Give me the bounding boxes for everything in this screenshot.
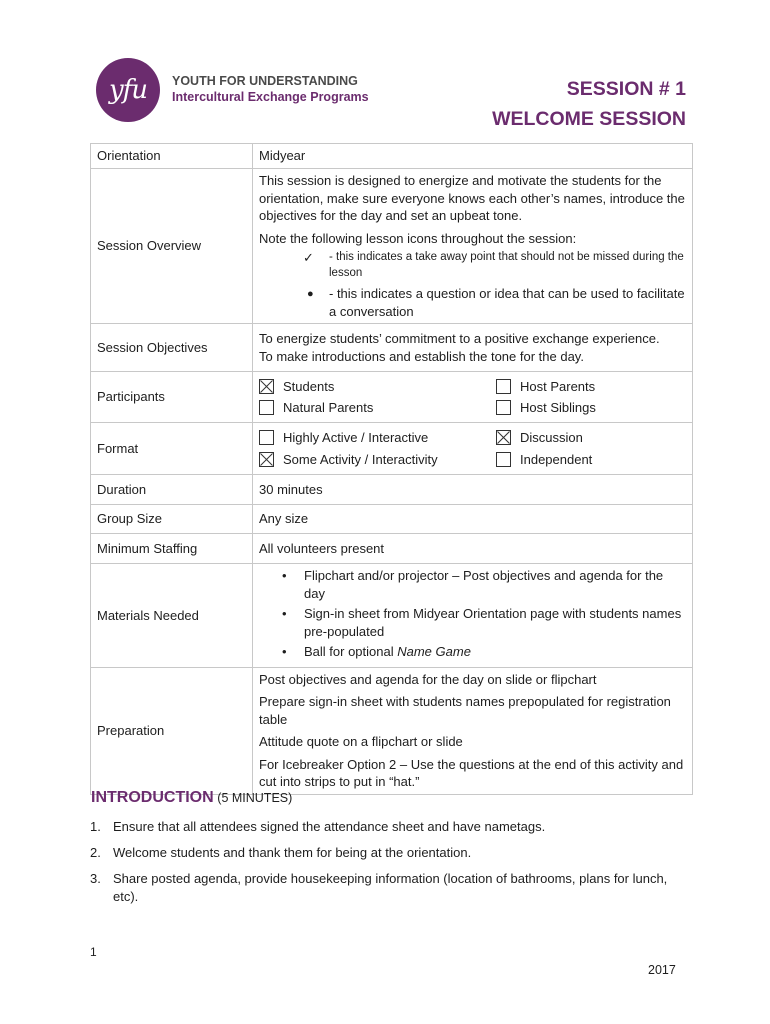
title-session-name: WELCOME SESSION bbox=[492, 108, 686, 130]
checkbox-label: Host Parents bbox=[520, 378, 596, 394]
list-item bbox=[90, 870, 690, 906]
label-session-overview: Session Overview bbox=[91, 169, 253, 324]
checkbox-label: Natural Parents bbox=[283, 400, 374, 415]
preparation-line: Post objectives and agenda for the day on slide or flipchart bbox=[259, 671, 597, 687]
row-duration bbox=[91, 475, 693, 505]
name-game-title: Name Game bbox=[397, 644, 471, 659]
label-minimum-staffing: Minimum Staffing bbox=[91, 534, 253, 564]
label-materials-needed: Materials Needed bbox=[91, 564, 253, 668]
yfu-logo-mark: yfu bbox=[96, 58, 160, 122]
checkbox-label: Students bbox=[283, 378, 335, 394]
preparation-line: For Icebreaker Option 2 – Use the questions at the end of this activity and cut into strips to put in “hat.” bbox=[259, 756, 684, 789]
value-group-size: Any size bbox=[253, 505, 693, 534]
step-text: Ensure that all attendees signed the attendance sheet and have nametags. bbox=[113, 819, 546, 834]
introduction-title: INTRODUCTION bbox=[91, 789, 214, 806]
step-number: 3. bbox=[90, 871, 101, 886]
checkbox-empty-icon bbox=[496, 400, 511, 415]
page-number: 1 bbox=[90, 945, 97, 959]
list-item bbox=[90, 818, 690, 836]
row-participants bbox=[91, 372, 693, 423]
footer-year: 2017 bbox=[648, 963, 676, 977]
row-orientation bbox=[91, 144, 693, 169]
checkbox-label: Highly Active / Interactive bbox=[283, 430, 429, 445]
bullet-icon: ● bbox=[307, 288, 314, 300]
checkbox-empty-icon bbox=[259, 400, 274, 415]
row-format bbox=[91, 423, 693, 475]
value-orientation: Midyear bbox=[253, 144, 693, 169]
row-materials-needed bbox=[91, 564, 693, 668]
overview-paragraph: This session is designed to energize and motivate the students for the orientation, make sure everyone knows each other’s names, introduce the objectives for the day and set an upbeat tone. bbox=[259, 173, 685, 223]
checkbox-checked-icon bbox=[259, 452, 274, 467]
label-session-objectives: Session Objectives bbox=[91, 324, 253, 372]
checkbox-highly-active[interactable] bbox=[259, 429, 496, 447]
checkbox-checked-icon bbox=[259, 379, 274, 394]
checkbox-empty-icon bbox=[496, 452, 511, 467]
list-item-text: Ball for optional bbox=[304, 644, 398, 659]
value-preparation bbox=[253, 667, 693, 794]
checkbox-independent[interactable] bbox=[496, 451, 686, 469]
value-participants bbox=[253, 372, 693, 423]
org-tagline: Intercultural Exchange Programs bbox=[172, 90, 369, 104]
objective-line: To make introductions and establish the tone for the day. bbox=[259, 348, 584, 364]
checkbox-empty-icon bbox=[496, 379, 511, 394]
checkbox-label: Independent bbox=[520, 451, 593, 467]
legend-bullet bbox=[259, 285, 686, 320]
introduction-steps bbox=[90, 818, 690, 914]
list-item bbox=[90, 844, 690, 862]
legend-checkmark-text: - this indicates a take away point that should not be missed during the lesson bbox=[329, 251, 684, 279]
introduction-duration: (5 MINUTES) bbox=[217, 791, 293, 805]
row-minimum-staffing bbox=[91, 534, 693, 564]
label-participants: Participants bbox=[91, 372, 253, 423]
title-session-number: SESSION # 1 bbox=[566, 78, 686, 100]
value-session-overview bbox=[253, 169, 693, 324]
checkbox-students[interactable] bbox=[259, 378, 496, 396]
checkbox-label: Discussion bbox=[520, 430, 583, 445]
checkbox-label: Some Activity / Interactivity bbox=[283, 451, 438, 467]
list-item: • Flipchart and/or projector – Post objectives and agenda for the day bbox=[259, 567, 686, 602]
checkbox-label: Host Siblings bbox=[520, 400, 596, 415]
format-checkboxes bbox=[259, 429, 686, 468]
row-session-overview bbox=[91, 169, 693, 324]
label-group-size: Group Size bbox=[91, 505, 253, 534]
checkbox-natural-parents[interactable] bbox=[259, 399, 496, 417]
checkbox-some-activity[interactable] bbox=[259, 451, 496, 469]
value-minimum-staffing: All volunteers present bbox=[253, 534, 693, 564]
value-session-objectives bbox=[253, 324, 693, 372]
row-session-objectives bbox=[91, 324, 693, 372]
overview-note: Note the following lesson icons throughout the session: bbox=[259, 230, 577, 246]
step-number: 1. bbox=[90, 819, 101, 834]
label-duration: Duration bbox=[91, 475, 253, 505]
label-orientation: Orientation bbox=[91, 144, 253, 169]
yfu-logo bbox=[96, 58, 396, 128]
page-title bbox=[492, 74, 686, 134]
checkmark-icon: ✓ bbox=[303, 250, 314, 265]
preparation-line: Attitude quote on a flipchart or slide bbox=[259, 734, 463, 749]
checkbox-discussion[interactable] bbox=[496, 429, 686, 447]
materials-list bbox=[259, 567, 686, 661]
objective-line: To energize students’ commitment to a positive exchange experience. bbox=[259, 331, 660, 346]
list-item bbox=[259, 643, 686, 661]
checkbox-host-siblings[interactable] bbox=[496, 399, 686, 417]
label-format: Format bbox=[91, 423, 253, 475]
value-format bbox=[253, 423, 693, 475]
value-duration: 30 minutes bbox=[253, 475, 693, 505]
legend-checkmark bbox=[259, 249, 686, 281]
preparation-line: Prepare sign-in sheet with students names prepopulated for registration table bbox=[259, 694, 671, 727]
row-preparation bbox=[91, 667, 693, 794]
label-preparation: Preparation bbox=[91, 667, 253, 794]
org-name: YOUTH FOR UNDERSTANDING bbox=[172, 74, 358, 88]
step-text: Welcome students and thank them for being at the orientation. bbox=[113, 845, 472, 860]
legend-bullet-text: - this indicates a question or idea that can be used to facilitate a conversation bbox=[329, 286, 685, 319]
checkbox-empty-icon bbox=[259, 430, 274, 445]
checkbox-checked-icon bbox=[496, 430, 511, 445]
list-item: • Sign-in sheet from Midyear Orientation page with students names pre-populated bbox=[259, 605, 686, 640]
session-info-table bbox=[90, 143, 693, 795]
value-materials-needed bbox=[253, 564, 693, 668]
checkbox-host-parents[interactable] bbox=[496, 378, 686, 396]
step-number: 2. bbox=[90, 845, 101, 860]
step-text: Share posted agenda, provide housekeeping information (location of bathrooms, plans for lunch, etc). bbox=[113, 871, 668, 904]
row-group-size bbox=[91, 505, 693, 534]
participants-checkboxes bbox=[259, 378, 686, 417]
introduction-heading bbox=[91, 789, 292, 807]
